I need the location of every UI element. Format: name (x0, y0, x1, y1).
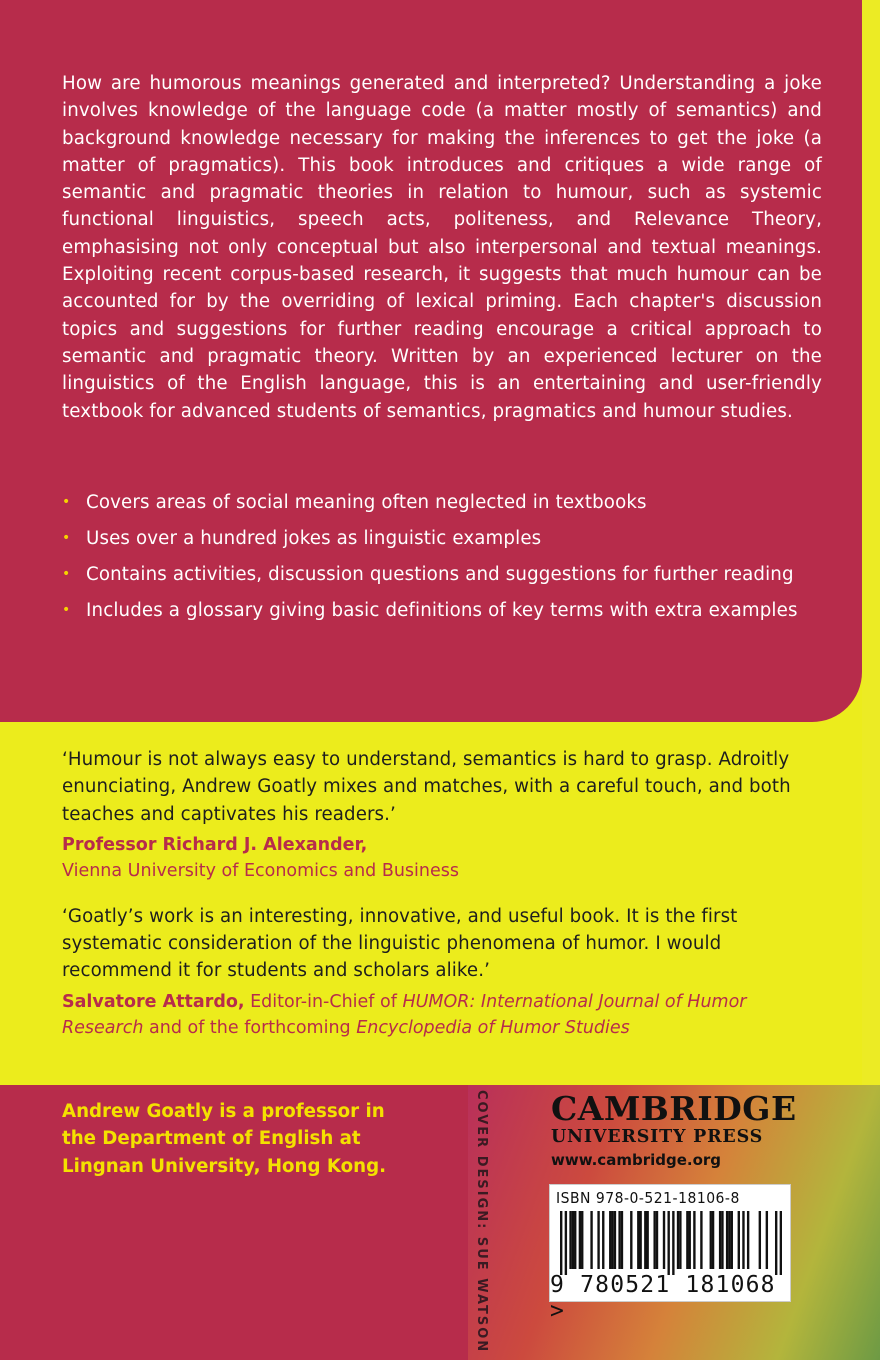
barcode-bar (672, 1211, 674, 1275)
barcode-bar (693, 1211, 695, 1269)
bullet-icon: • (62, 494, 71, 510)
barcode-bar (712, 1211, 714, 1269)
author-bio: Andrew Goatly is a professor in the Department of English at Lingnan University, Hong Kong. (62, 1101, 386, 1177)
barcode-bar (644, 1211, 646, 1269)
barcode-bar (726, 1211, 728, 1269)
barcode-bar (721, 1211, 723, 1269)
barcode-bar (689, 1211, 691, 1269)
spine-strip (862, 0, 880, 1085)
reviewer-affiliation-1: Vienna University of Economics and Business (62, 860, 460, 881)
barcode-bar (700, 1211, 702, 1269)
publisher-logo (551, 1089, 797, 1169)
barcode-bar (602, 1211, 604, 1269)
barcode-bar (590, 1211, 592, 1269)
publisher-name: CAMBRIDGE (551, 1089, 797, 1128)
barcode-bar (646, 1211, 648, 1269)
feature-text: Includes a glossary giving basic definitions of key terms with extra examples (86, 600, 798, 621)
publisher-url: www.cambridge.org (551, 1151, 722, 1169)
barcode-bar (581, 1211, 583, 1269)
barcode-bar (614, 1211, 616, 1269)
review-attribution-1 (62, 832, 822, 884)
barcode-bar (677, 1211, 679, 1269)
feature-text: Contains activities, discussion questions and suggestions for further reading (86, 564, 794, 585)
barcode-bar (780, 1211, 782, 1275)
barcode-bar (719, 1211, 721, 1269)
barcode-bar (569, 1211, 571, 1269)
barcode (549, 1184, 791, 1324)
barcode-bar (609, 1211, 611, 1269)
reviewer-name-1: Professor Richard J. Alexander, (62, 834, 368, 855)
barcode-bar (686, 1211, 688, 1269)
reviewer-name-2: Salvatore Attardo, (62, 991, 245, 1012)
feature-item (62, 561, 822, 589)
barcode-bar (611, 1211, 613, 1269)
barcode-bar (574, 1211, 576, 1269)
barcode-bar (653, 1211, 655, 1269)
barcode-bar (639, 1211, 641, 1269)
feature-item (62, 489, 822, 517)
barcode-bar (738, 1211, 740, 1269)
barcode-bar (637, 1211, 639, 1269)
barcode-bar (759, 1211, 761, 1269)
barcode-digits: 9 780521 181068 > (550, 1272, 776, 1324)
reviewer-role-2: Editor-in-Chief of (244, 991, 403, 1012)
publisher-subname: UNIVERSITY PRESS (551, 1127, 764, 1147)
barcode-bar (656, 1211, 658, 1269)
barcode-bar (728, 1211, 730, 1269)
bullet-icon: • (62, 530, 71, 546)
encyclopedia-title: Encyclopedia of Humor Studies (356, 1017, 630, 1038)
feature-text: Covers areas of social meaning often neglected in textbooks (86, 492, 647, 513)
barcode-bar (710, 1211, 712, 1269)
barcode-bar (663, 1211, 665, 1269)
barcode-bar (618, 1211, 620, 1269)
review-quote-2: ‘Goatly’s work is an interesting, innovative, and useful book. It is the first systematic consideration of the linguistic phenomena of humor. I would recommend it for students and scholars alike.’ (62, 905, 738, 982)
barcode-bar (679, 1211, 681, 1269)
barcode-bar (630, 1211, 632, 1269)
bullet-icon: • (62, 566, 71, 582)
reviewer-role-2b: and of the forthcoming (143, 1017, 357, 1038)
review-quote-1: ‘Humour is not always easy to understand, semantics is hard to grasp. Adroitly enunciating, Andrew Goatly mixes and matches, with a careful touch, and both teaches and captivates his readers.’ (62, 749, 791, 825)
barcode-bar (731, 1211, 733, 1269)
barcode-bar (747, 1211, 749, 1269)
barcode-bars (560, 1211, 782, 1275)
review-attribution-2 (62, 989, 822, 1041)
barcode-bar (572, 1211, 574, 1269)
feature-item (62, 597, 822, 625)
barcode-bar (579, 1211, 581, 1269)
barcode-bar (621, 1211, 623, 1269)
barcode-bar (775, 1211, 777, 1275)
barcode-bar (565, 1211, 567, 1275)
barcode-bar (597, 1211, 599, 1269)
bullet-icon: • (62, 602, 71, 618)
review-quotes (62, 746, 822, 1041)
barcode-bar (742, 1211, 744, 1269)
barcode-bar (667, 1211, 669, 1275)
barcode-bar (560, 1211, 562, 1275)
cover-credit: COVER DESIGN: SUE WATSON (474, 1090, 489, 1354)
journal-title: HUMOR: International Journal of Humor Research (62, 991, 747, 1038)
book-description: How are humorous meanings generated and interpreted? Understanding a joke involves knowledge of the language code (a matter mostly of semantics) and background knowledge necessary for making the inferences to get the joke (a matter of pragmatics). This book introduces and critiques a wide range of semantic and pragmatic theories in relation to humour, such as systemic functional linguistics, speech acts, politeness, and Relevance Theory, emphasising not only conceptual but also interpersonal and textual meanings. Exploiting recent corpus-based research, it suggests that much humour can be accounted for by the overriding of lexical priming. Each chapter's discussion topics and suggestions for further reading encourage a critical approach to semantic and pragmatic theory. Written by an experienced lecturer on the linguistics of the English language, this is an entertaining and user-friendly textbook for advanced students of semantics, pragmatics and humour studies. (62, 73, 822, 422)
feature-list (62, 489, 822, 633)
isbn-text: ISBN 978-0-521-18106-8 (556, 1189, 740, 1207)
barcode-bar (766, 1211, 768, 1269)
feature-text: Uses over a hundred jokes as linguistic examples (86, 528, 542, 549)
feature-item (62, 525, 822, 553)
